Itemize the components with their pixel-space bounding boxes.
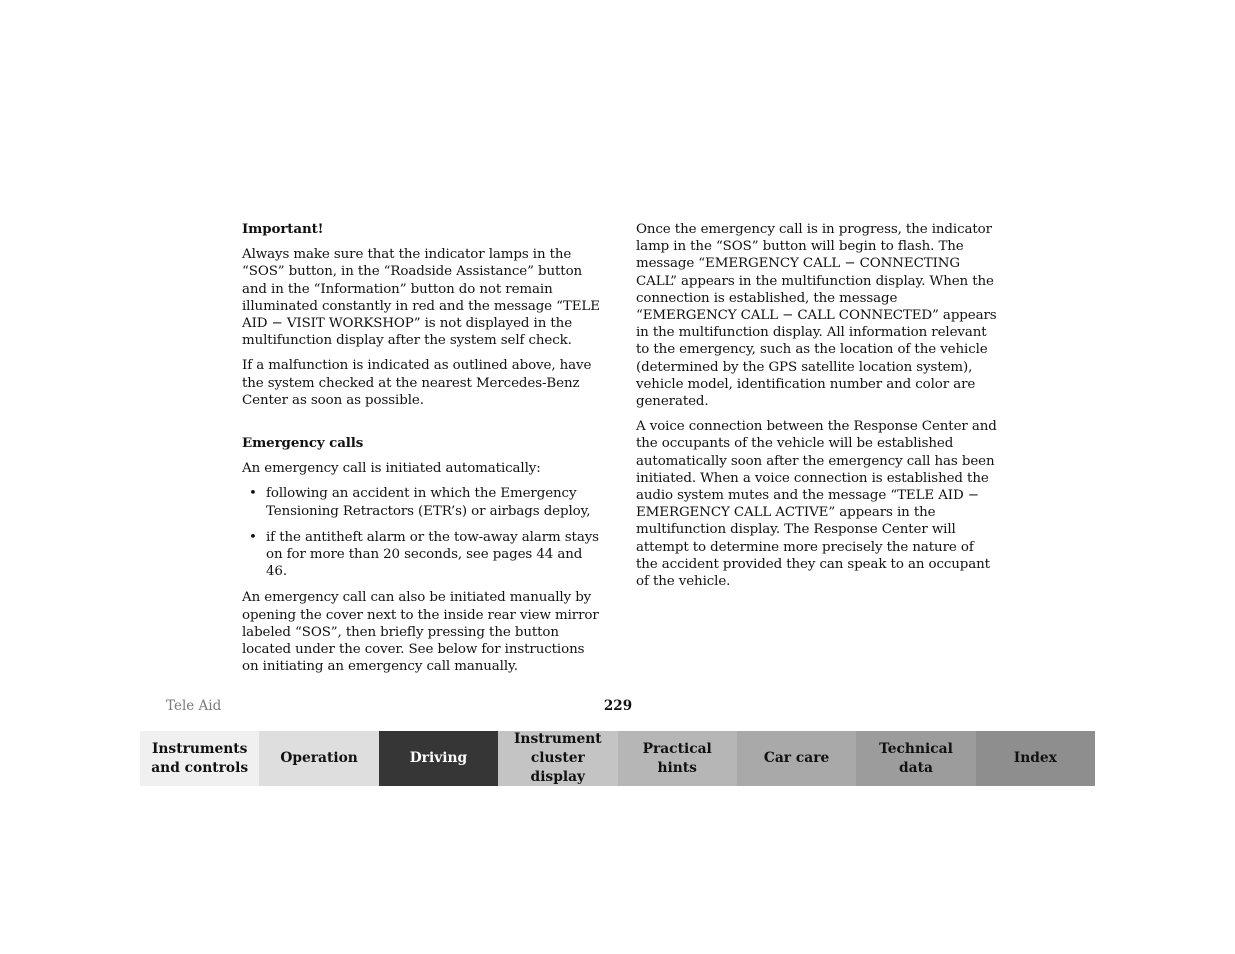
important-paragraph-2: If a malfunction is indicated as outlined above, have the system checked at the nearest Mercedes-Benz Center as soon as possible.: [242, 358, 592, 408]
right-column: [636, 221, 998, 598]
tab-car-care[interactable]: [737, 731, 856, 786]
tab-instruments-and-controls[interactable]: [140, 731, 259, 786]
call-progress-paragraph: Once the emergency call is in progress, the indicator lamp in the “SOS” button will begin to flash. The message “EMERGENCY CALL − CONNECTING CALL” appears in the multifunction display. When the connection is established, the message “EMERGENCY CALL − CALL CONNECTED” appears in the multifunction display. All information relevant to the emergency, such as the location of the vehicle (determined by the GPS satellite location system), vehicle model, identification number and color are generated.: [636, 222, 997, 410]
tab-label: Operation: [280, 750, 358, 766]
bullet-icon: •: [249, 486, 257, 502]
tab-instrument-cluster-display[interactable]: [498, 731, 617, 786]
list-item-text: following an accident in which the Emergency Tensioning Retractors (ETR’s) or airbags deploy,: [266, 486, 591, 519]
tab-driving[interactable]: [379, 731, 498, 786]
emergency-calls-heading: Emergency calls: [242, 435, 364, 452]
list-item-text: if the antitheft alarm or the tow-away alarm stays on for more than 20 seconds, see pages 44 and 46.: [266, 529, 599, 580]
voice-connection-paragraph: A voice connection between the Response Center and the occupants of the vehicle will be established automatically soon after the emergency call has been initiated. When a voice connection is established the audio system mutes and the message “TELE AID − EMERGENCY CALL ACTIVE” appears in the multifunction display. The Response Center will attempt to determine more precisely the nature of the accident provided they can speak to an occupant of the vehicle.: [636, 419, 997, 590]
important-heading: Important!: [242, 221, 324, 237]
trigger-list: [242, 485, 604, 580]
chapter-tab-bar: [140, 731, 1095, 786]
tab-practical-hints[interactable]: [618, 731, 737, 786]
list-item: [242, 529, 604, 581]
list-item: [242, 485, 604, 519]
tab-label: Instrument cluster display: [513, 731, 602, 785]
manual-call-paragraph: An emergency call can also be initiated manually by opening the cover next to the inside rear view mirror labeled “SOS”, then briefly pressing the button located under the cover. See below for instructions on initiating an emergency call manually.: [242, 590, 599, 675]
left-column: [242, 221, 604, 683]
bullet-icon: •: [249, 529, 257, 545]
tab-index[interactable]: [976, 731, 1095, 786]
tab-technical-data[interactable]: [856, 731, 975, 786]
section-label: Tele Aid: [166, 698, 222, 714]
important-paragraph-1: Always make sure that the indicator lamps in the “SOS” button, in the “Roadside Assistance” button and in the “Information” button do not remain illuminated constantly in red and the message “TELE AID − VISIT WORKSHOP” is not displayed in the multifunction display after the system self check.: [242, 247, 600, 349]
tab-label: Technical data: [879, 740, 953, 776]
tab-operation[interactable]: [259, 731, 378, 786]
tab-label: Practical hints: [642, 740, 712, 776]
tab-label: Car care: [763, 750, 830, 766]
page-number: 229: [603, 698, 633, 714]
tab-label: Driving: [409, 750, 468, 766]
emergency-intro: An emergency call is initiated automatically:: [242, 461, 541, 477]
tab-label: Index: [1013, 750, 1057, 766]
tab-label: Instruments and controls: [151, 740, 249, 776]
